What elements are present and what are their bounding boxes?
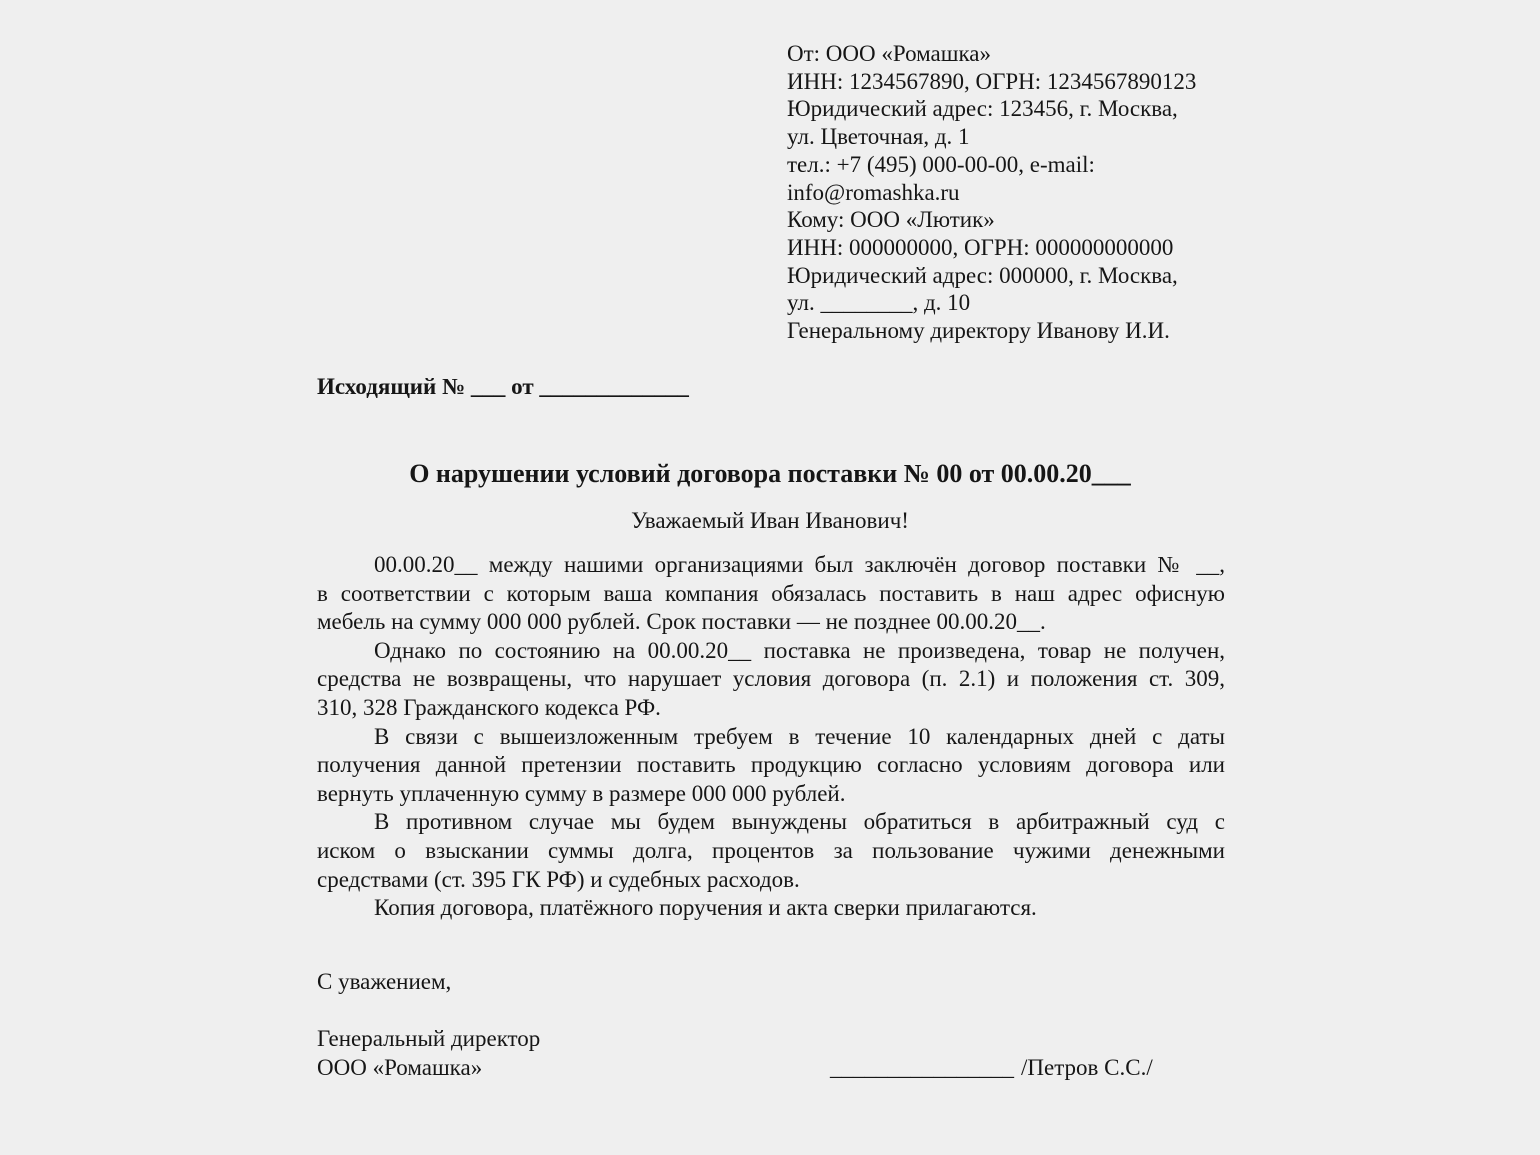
header-line-sender-email: info@romashka.ru — [787, 179, 960, 205]
signer-position: Генеральный директор — [317, 1026, 541, 1051]
body-line: в соответствии с которым ваша компания обязалась поставить в наш адрес офисную — [317, 580, 1225, 606]
header-line-recipient-address-2: ул. ________, д. 10 — [787, 290, 971, 316]
header-line-recipient-director: Генеральному директору Иванову И.И. — [787, 318, 1170, 344]
closing-regards: С уважением, — [317, 969, 452, 994]
body-line: мебель на сумму 000 000 рублей. Срок поставки — не позднее 00.00.20__. — [317, 609, 1046, 635]
header-line-sender-address-2: ул. Цветочная, д. 1 — [787, 124, 970, 150]
signature-row — [317, 1054, 1225, 1083]
header-line-sender-inn-ogrn: ИНН: 1234567890, ОГРН: 1234567890123 — [787, 68, 1197, 94]
letter-body — [317, 551, 1225, 923]
body-line: иском о взыскании суммы долга, процентов за пользование чужими денежными — [317, 837, 1225, 863]
header-line-sender-phone-email: тел.: +7 (495) 000-00-00, e-mail: — [787, 151, 1095, 177]
salutation: Уважаемый Иван Иванович! — [631, 508, 909, 533]
header-line-recipient-inn-ogrn: ИНН: 000000000, ОГРН: 000000000000 — [787, 234, 1174, 260]
body-line: В связи с вышеизложенным требуем в течение 10 календарных дней с даты — [374, 723, 1225, 749]
body-line: средства не возвращены, что нарушает условия договора (п. 2.1) и положения ст. 309, — [317, 666, 1225, 692]
body-line: 00.00.20__ между нашими организациями был заключён договор поставки № __, — [374, 552, 1225, 577]
letter-subject-title: О нарушении условий договора поставки № 00 от 00.00.20___ — [409, 459, 1131, 488]
header-line-recipient: Кому: ООО «Лютик» — [787, 207, 995, 233]
signer-name: /Петров С.С./ — [1021, 1054, 1153, 1080]
body-line: вернуть уплаченную сумму в размере 000 000 рублей. — [317, 780, 846, 806]
body-line: В противном случае мы будем вынуждены обратиться в арбитражный суд с — [374, 809, 1225, 835]
header-line-sender-address-1: Юридический адрес: 123456, г. Москва, — [787, 96, 1178, 122]
body-line: получения данной претензии поставить продукцию согласно условиям договора или — [317, 752, 1225, 778]
header-line-sender: От: ООО «Ромашка» — [787, 41, 992, 66]
outgoing-number-line: Исходящий № ___ от _____________ — [317, 374, 689, 399]
body-line: Однако по состоянию на 00.00.20__ поставка не произведена, товар не получен, — [374, 637, 1225, 663]
signature-line: ________________ — [830, 1054, 1014, 1080]
sender-recipient-block — [787, 40, 1196, 345]
body-line: средствами (ст. 395 ГК РФ) и судебных расходов. — [317, 866, 800, 892]
signature-block — [317, 1025, 1225, 1082]
body-line: Копия договора, платёжного поручения и акта сверки прилагаются. — [374, 895, 1037, 921]
signature-area — [830, 1054, 1153, 1083]
header-line-recipient-address-1: Юридический адрес: 000000, г. Москва, — [787, 262, 1178, 288]
body-line: 310, 328 Гражданского кодекса РФ. — [317, 694, 661, 720]
signer-company: ООО «Ромашка» — [317, 1054, 483, 1080]
